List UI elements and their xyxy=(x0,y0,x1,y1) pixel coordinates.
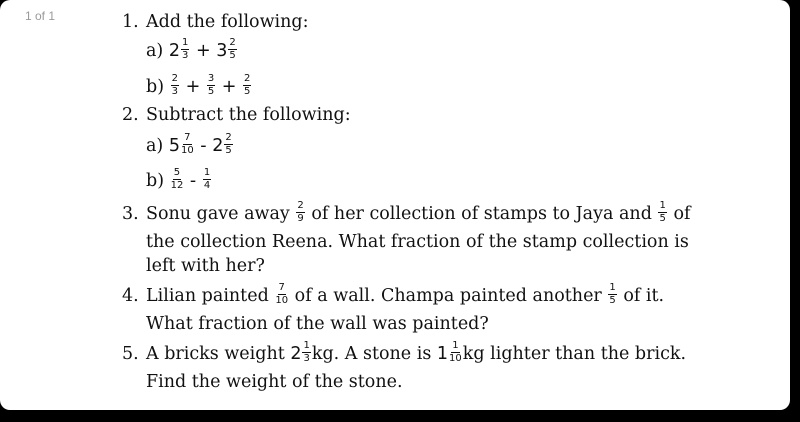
question-text: A bricks weight xyxy=(146,344,285,364)
question-3-line-1 xyxy=(122,200,691,226)
operator: + xyxy=(185,77,201,97)
question-1-heading xyxy=(122,12,309,32)
question-text: of a wall. Champa painted another xyxy=(294,286,602,306)
fraction: $\frac{2}{5}$ xyxy=(225,132,232,156)
fraction: $\frac{3}{5}$ xyxy=(207,73,215,97)
operator: + xyxy=(221,77,237,97)
question-1b xyxy=(146,73,252,99)
whole-number: 5 xyxy=(168,136,180,156)
question-text: Sonu gave away xyxy=(146,204,290,224)
part-label: b) xyxy=(146,171,165,191)
question-number: 4. xyxy=(122,286,139,306)
page-indicator: 1 of 1 xyxy=(25,9,56,23)
question-number: 3. xyxy=(122,204,139,224)
question-2a xyxy=(146,132,234,158)
question-1a xyxy=(146,37,238,63)
whole-number: 1 xyxy=(436,344,449,364)
question-text: Subtract the following: xyxy=(146,105,351,125)
part-label: a) xyxy=(146,136,164,156)
fraction: $\frac{1}{10}$ xyxy=(449,340,462,364)
fraction: $\frac{2}{9}$ xyxy=(297,200,304,224)
fraction: $\frac{7}{10}$ xyxy=(275,282,289,306)
question-2-heading xyxy=(122,105,351,125)
question-5-line-1 xyxy=(122,340,687,366)
fraction: $\frac{2}{3}$ xyxy=(171,73,178,97)
whole-number: 2 xyxy=(212,136,224,156)
fraction: $\frac{2}{5}$ xyxy=(244,73,251,97)
fraction: $\frac{1}{4}$ xyxy=(203,167,211,191)
question-text: kg lighter than the brick. xyxy=(462,344,687,364)
fraction: $\frac{5}{12}$ xyxy=(170,167,184,191)
whole-number: 2 xyxy=(290,344,302,364)
question-2b xyxy=(146,167,212,193)
part-label: a) xyxy=(146,41,164,61)
question-text: Add the following: xyxy=(146,12,309,32)
fraction: $\frac{7}{10}$ xyxy=(180,132,194,156)
question-text: of her collection of stamps to Jaya and xyxy=(311,204,652,224)
question-number: 2. xyxy=(122,105,139,125)
question-4-line-1 xyxy=(122,282,665,308)
operator: + xyxy=(195,41,211,61)
operator: - xyxy=(200,136,207,156)
operator: - xyxy=(189,171,197,191)
question-text: kg. A stone is xyxy=(311,344,432,364)
fraction: $\frac{2}{5}$ xyxy=(229,37,236,61)
part-label: b) xyxy=(146,77,165,97)
fraction: $\frac{1}{3}$ xyxy=(181,37,189,61)
question-text: of xyxy=(673,204,691,224)
question-4-line-2: What fraction of the wall was painted? xyxy=(146,314,489,334)
fraction: $\frac{1}{3}$ xyxy=(303,340,310,364)
question-number: 5. xyxy=(122,344,139,364)
fraction: $\frac{1}{5}$ xyxy=(659,200,666,224)
fraction: $\frac{1}{5}$ xyxy=(609,282,616,306)
question-3-line-2: the collection Reena. What fraction of the stamp collection is xyxy=(146,232,689,252)
whole-number: 2 xyxy=(168,41,180,61)
question-text: Lilian painted xyxy=(146,286,269,306)
question-number: 1. xyxy=(122,12,139,32)
whole-number: 3 xyxy=(216,41,228,61)
question-text: of it. xyxy=(623,286,665,306)
question-3-line-3: left with her? xyxy=(146,256,265,276)
question-5-line-2: Find the weight of the stone. xyxy=(146,372,403,392)
